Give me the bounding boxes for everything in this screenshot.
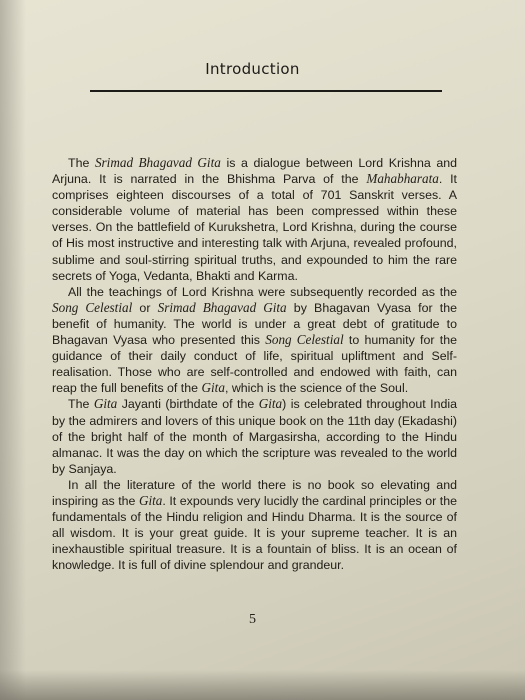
page-number: 5 (249, 612, 256, 627)
italic-text: Srimad Bhagavad Gita (94, 155, 221, 170)
text-segment: , which is the science of the Soul. (224, 381, 409, 396)
italic-text: Mahabharata (366, 171, 439, 187)
italic-text: Srimad Bhagavad Gita (157, 299, 287, 315)
text-segment: The (68, 397, 94, 412)
title-divider (90, 90, 442, 92)
page-title: Introduction (205, 60, 300, 78)
text-segment: All the teachings of Lord Krishna were subsequently recorded as the (68, 284, 457, 299)
text-segment: ) is celebrated throughout India by the admirers and lovers of this unique book on the 11th day (Ekadashi) of the bright half of the month of Margasirsha, according to the Hindu almanac. It was the day on which the scripture was revealed to the world by Sanjaya. (52, 397, 457, 476)
text-segment: In all the literature of the world there is no book so elevating and inspiring as the (52, 477, 457, 508)
italic-text: Gita (138, 492, 163, 508)
paragraph-4 (52, 477, 457, 574)
paragraph-1 (52, 155, 457, 284)
page-gutter-shadow (0, 0, 26, 700)
paragraph-2 (52, 284, 457, 397)
italic-text: Song Celestial (52, 299, 133, 315)
italic-text: Gita (93, 396, 118, 412)
italic-text: Gita (201, 380, 225, 396)
text-segment: by Bhagavan Vyasa for the benefit of humanity. The world is under a great debt of gratitude to Bhagavan Vyasa who presented this (52, 300, 457, 348)
text-segment: to humanity for the guidance of their daily conduct of life, spiritual upliftment and Self-realisation. Those who are self-controlled and endowed with faith, can reap the full benefits of the (52, 333, 457, 396)
page-bottom-shadow (0, 670, 525, 700)
text-segment: is a dialogue between Lord Krishna and Arjuna. It is narrated in the Bhishma Parva of the (52, 156, 457, 187)
text-segment: The (68, 156, 95, 170)
body-text (52, 155, 457, 573)
italic-text: Gita (258, 396, 283, 412)
paragraph-3 (52, 396, 457, 476)
text-segment: . It comprises eighteen discourses of a total of 701 Sanskrit verses. A considerable volume of material has been compressed within these verses. On the battlefield of Kurukshetra, Lord Krishna, during the course of His most instructive and interesting talk with Arjuna, revealed profound, sublime and soul-stirring spiritual truths, and expounded to him the rare secrets of Yoga, Vedanta, Bhakti and Karma. (52, 172, 457, 283)
text-segment: . It expounds very lucidly the cardinal principles or the fundamentals of the Hindu religion and Hindu Dharma. It is the source of all wisdom. It is your great guide. It is your supreme teacher. It is an inexhaustible spiritual treasure. It is a fountain of bliss. It is an ocean of knowledge. It is full of divine splendour and grandeur. (52, 493, 457, 573)
italic-text: Song Celestial (265, 332, 344, 348)
text-segment: Jayanti (birthdate of the (117, 397, 259, 412)
text-segment: or (132, 300, 158, 315)
